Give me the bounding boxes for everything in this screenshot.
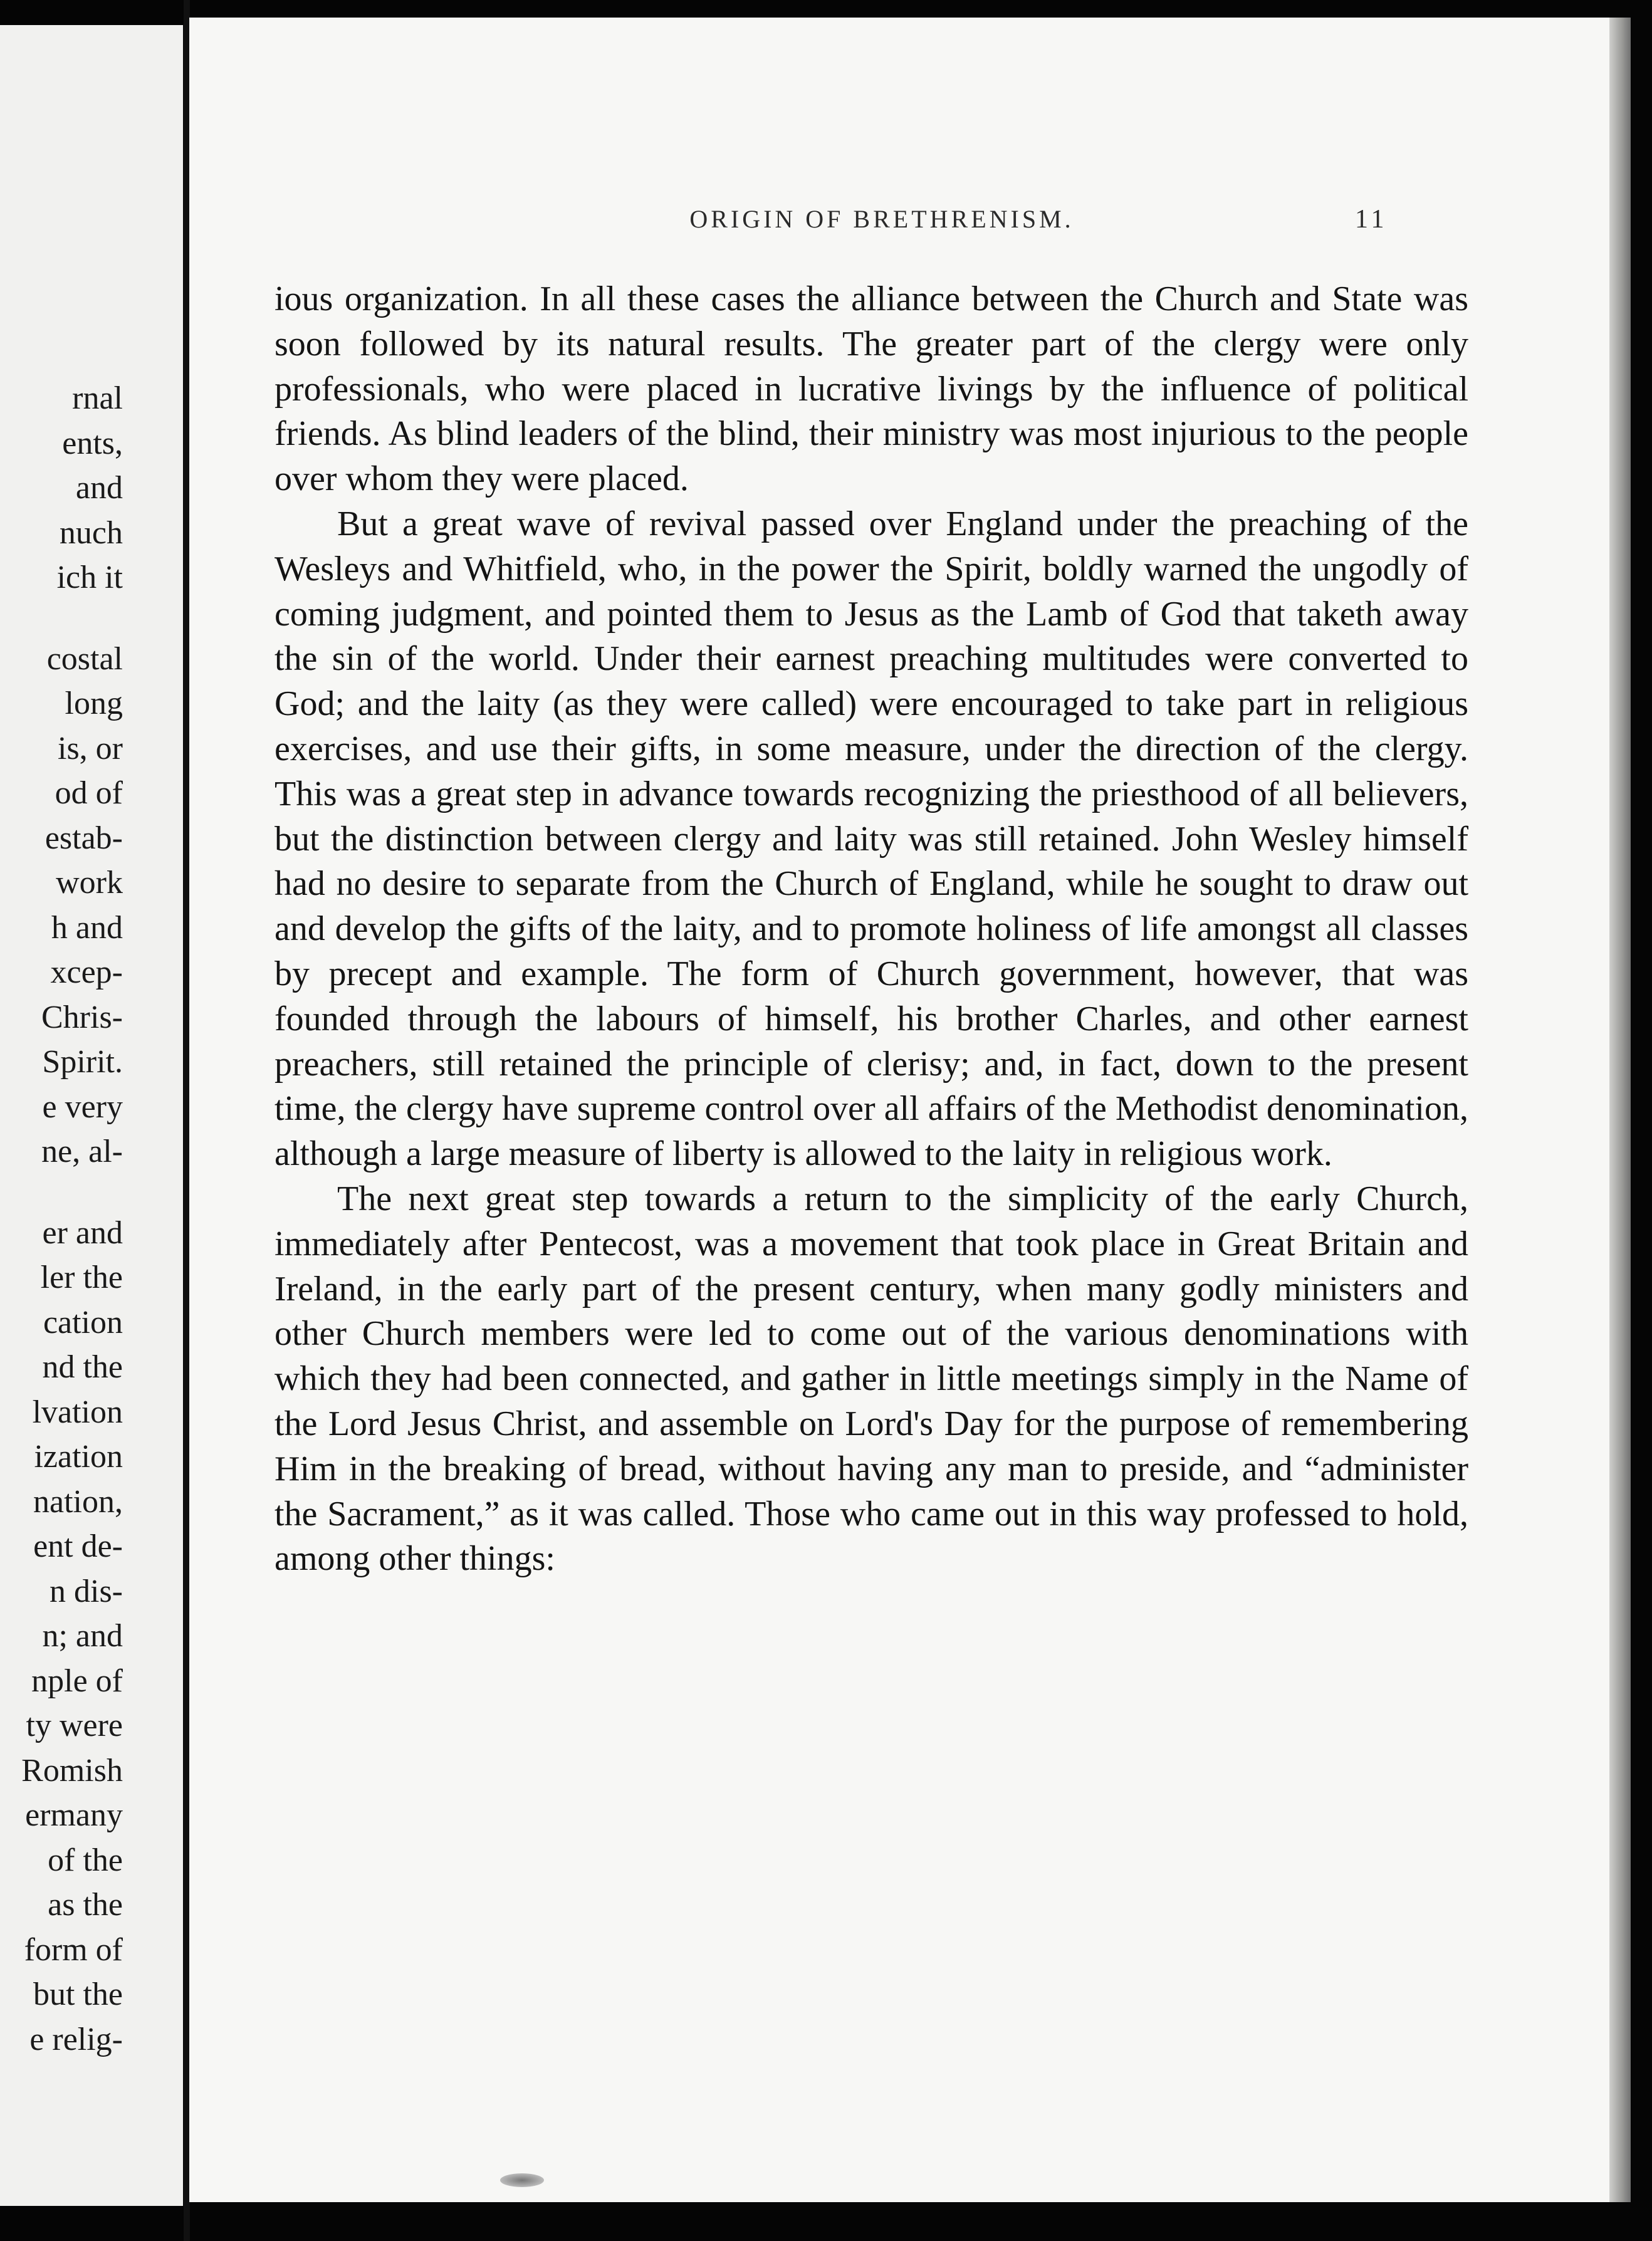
text-fragment: rnal <box>72 380 123 416</box>
text-fragment: costal <box>46 640 123 677</box>
text-fragment: e very <box>42 1089 123 1125</box>
text-fragment: of the <box>48 1842 123 1878</box>
text-fragment: Chris- <box>41 999 123 1035</box>
previous-page-fragment <box>0 25 183 2206</box>
text-fragment: e relig- <box>29 2021 123 2057</box>
text-fragment: Spirit. <box>42 1044 123 1080</box>
text-fragment: n dis- <box>50 1573 123 1609</box>
text-fragment: Romish <box>21 1752 123 1789</box>
text-fragment: ermany <box>25 1797 123 1833</box>
text-fragment: is, or <box>58 730 123 766</box>
text-fragment: and <box>75 470 123 506</box>
text-fragment: ents, <box>62 425 123 461</box>
fragment-gap <box>21 600 123 637</box>
text-fragment: ent de- <box>33 1528 123 1564</box>
page-edge-shadow <box>1609 18 1631 2202</box>
fragment-gap <box>21 1174 123 1211</box>
text-fragment: nation, <box>33 1483 123 1520</box>
text-fragment: ne, al- <box>41 1134 123 1169</box>
text-fragment: cation <box>43 1304 123 1340</box>
text-fragment: ty were <box>26 1708 123 1743</box>
paper-blemish <box>500 2173 544 2187</box>
text-fragment: as the <box>48 1887 123 1923</box>
text-fragment: long <box>65 686 123 721</box>
running-head: ORIGIN OF BRETHRENISM. <box>689 205 1074 233</box>
text-fragment: ler the <box>40 1260 123 1295</box>
body-text <box>274 277 1468 1582</box>
text-fragment: estab- <box>44 820 123 856</box>
page-number: 11 <box>1355 205 1388 234</box>
text-fragment: form of <box>24 1931 123 1968</box>
previous-page-text-column <box>21 376 123 2062</box>
text-fragment: work <box>56 865 123 901</box>
text-fragment: h and <box>51 909 123 946</box>
text-fragment: er and <box>42 1215 123 1251</box>
paragraph: ious organization. In all these cases the alliance between the Church and State was soon followed by its natural results. The greater part of the clergy were only professionals, who were placed in lucrative livings by the influence of political friends. As blind leaders of the blind, their ministry was most injurious to the people over whom they were placed. <box>274 279 1468 499</box>
text-fragment: nd the <box>42 1349 123 1385</box>
paragraph: But a great wave of revival passed over England under the preaching of the Wesleys and Whitfield, who, in the power the Spirit, boldly warned the ungodly of coming judgment, and pointed them to Jesus as the Lamb of God that taketh away the sin of the world. Under their earnest preaching multitudes were converted to God; and the laity (as they were called) were encouraged to take part in religious exercises, and use their gifts, in some measure, under the direction of the clergy. This was a great step in advance towards recognizing the priesthood of all believers, but the distinction between clergy and laity was still retained. John Wesley himself had no desire to separate from the Church of England, while he sought to draw out and develop the gifts of the laity, and to promote holiness of life amongst all classes by precept and example. The form of Church government, however, that was founded through the labours of himself, his brother Charles, and other earnest preachers, still retained the principle of clerisy; and, in fact, down to the present time, the clergy have supreme control over all affairs of the Methodist denomination, although a large measure of liberty is allowed to the laity in religious work. <box>274 504 1468 1174</box>
text-fragment: ich it <box>56 560 123 595</box>
paragraph: The next great step towards a return to the simplicity of the early Church, immediately after Pentecost, was a movement that took place in Great Britain and Ireland, in the early part of the present century, when many godly ministers and other Church members were led to come out of the various denominations with which they had been connected, and gather in little meetings simply in the Name of the Lord Jesus Christ, and assemble on Lord's Day for the purpose of remembering Him in the breaking of bread, without having any man to preside, and “administer the Sacrament,” as it was called. Those who came out in this way professed to hold, among other things: <box>274 1179 1468 1579</box>
text-fragment: xcep- <box>50 954 123 990</box>
text-fragment: lvation <box>32 1394 123 1430</box>
book-page <box>189 18 1631 2202</box>
text-fragment: od of <box>55 775 123 811</box>
text-fragment: but the <box>33 1977 123 2012</box>
text-fragment: nuch <box>59 515 123 551</box>
text-fragment: n; and <box>42 1618 123 1654</box>
text-fragment: nple of <box>31 1663 123 1699</box>
text-fragment: ization <box>34 1439 123 1475</box>
